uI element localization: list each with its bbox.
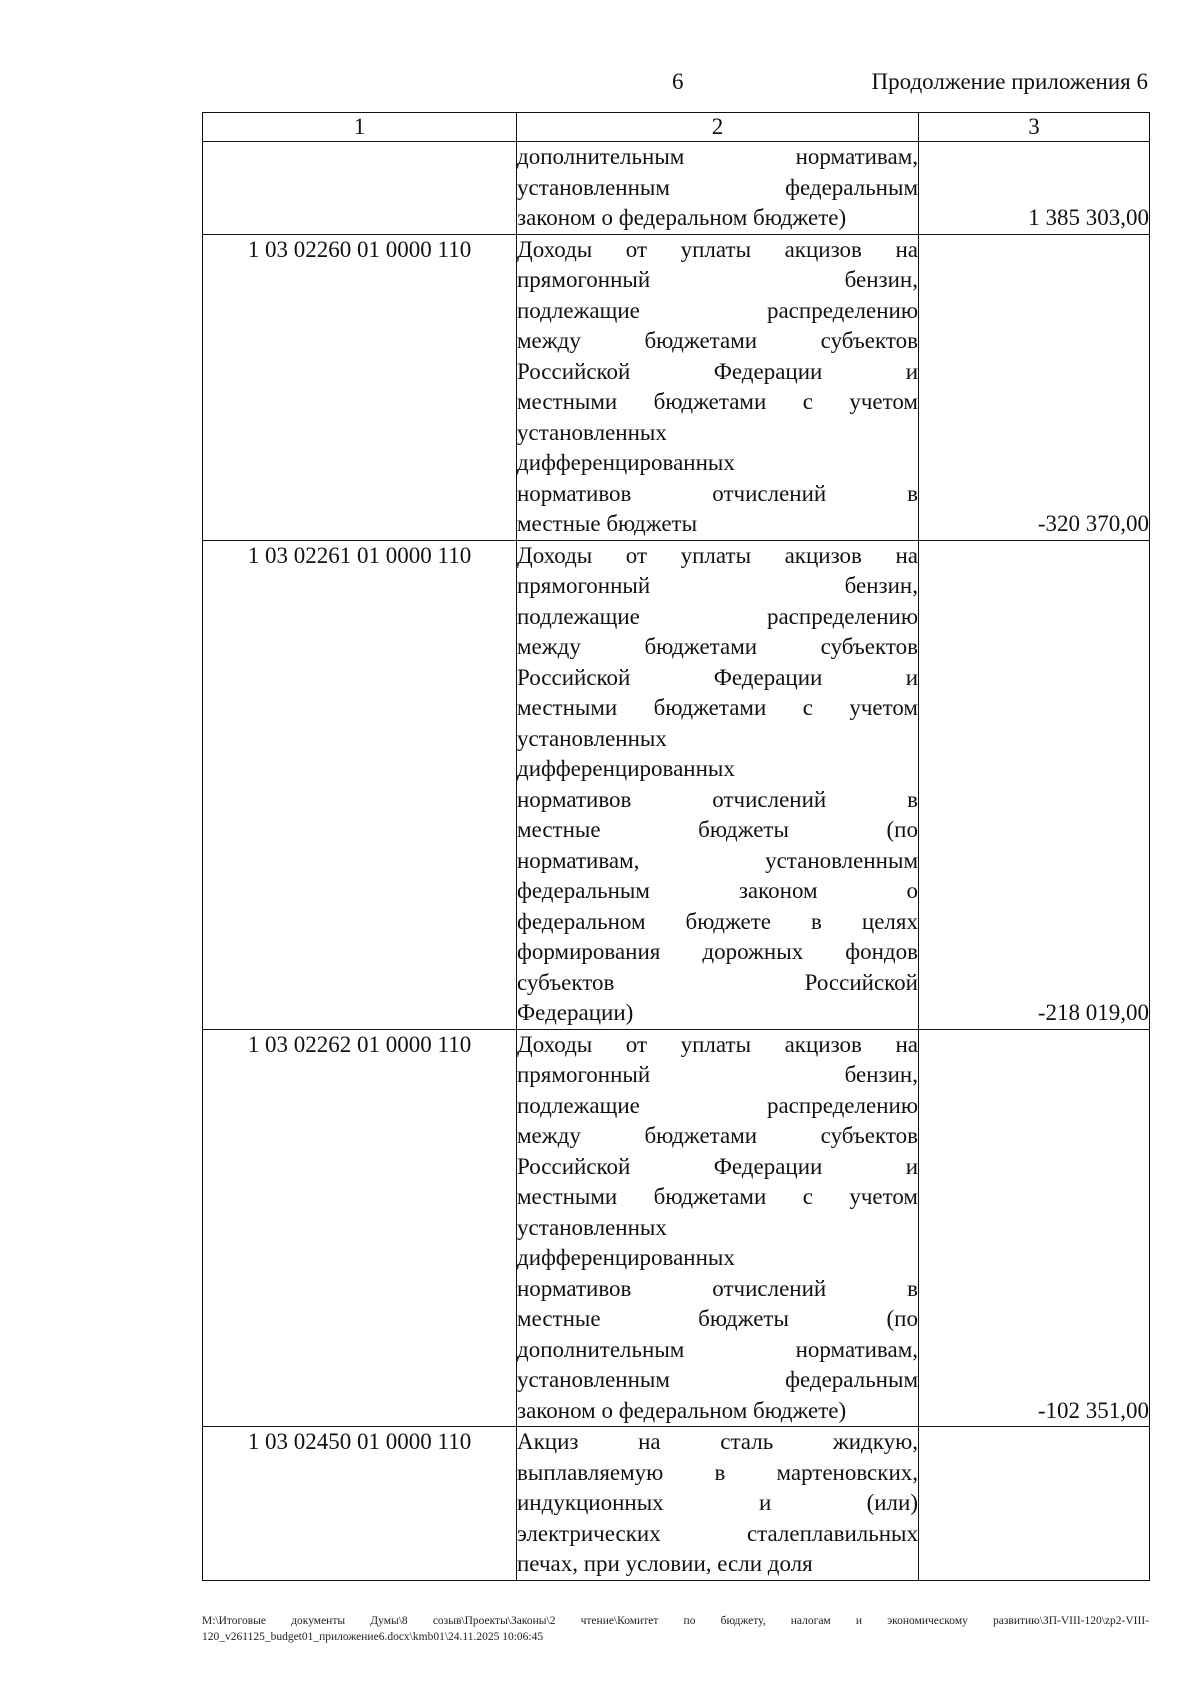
description-line: Российской Федерации и: [517, 664, 918, 690]
description-line: подлежащие распределению: [517, 603, 918, 629]
table-row: [203, 234, 1150, 540]
description-line: законом о федеральном бюджете): [517, 205, 847, 230]
description-line: Акциз на сталь жидкую,: [517, 1429, 918, 1454]
budget-code-cell: 1 03 02450 01 0000 110: [203, 1427, 517, 1581]
description-line: нормативов отчислений в: [517, 480, 918, 506]
footer-path-line-1: М:\Итоговые документы Думы\8 созыв\Проекты\Законы\2 чтение\Комитет по бюджету, налогам и экономическому развитию\ЗП-VIII-120\zp2-VIII-: [202, 1615, 1149, 1627]
description-line: выплавляемую в мартеновских,: [517, 1459, 918, 1485]
description-line: федеральном бюджете в целях: [517, 908, 918, 934]
description-line: Доходы от уплаты акцизов на: [517, 542, 918, 568]
description-line: установленным федеральным: [517, 174, 918, 200]
description-line: федеральным законом о: [517, 878, 918, 903]
table-header-row: [203, 113, 1150, 142]
description-line: местными бюджетами с учетом: [517, 1184, 918, 1209]
description-cell: [517, 234, 919, 540]
description-line: установленным федеральным: [517, 1367, 918, 1392]
description-cell: [517, 1427, 919, 1581]
description-line: индукционных и (или): [517, 1490, 918, 1515]
table-row: [203, 1029, 1150, 1427]
description-line: субъектов Российской: [517, 969, 918, 995]
description-line: Российской Федерации и: [517, 358, 918, 384]
document-path-footer: [202, 1613, 1149, 1645]
description-line: установленных: [517, 725, 667, 751]
amount-cell: [919, 1427, 1150, 1581]
description-line: дифференцированных: [517, 1245, 735, 1270]
description-line: формирования дорожных фондов: [517, 939, 918, 964]
column-header-code: 1: [203, 113, 517, 142]
footer-path-line-2: 120_v261125_budget01_приложение6.docx\kmb01\24.11.2025 10:06:45: [202, 1631, 544, 1643]
table-row: [203, 1427, 1150, 1581]
description-line: подлежащие распределению: [517, 1092, 918, 1118]
description-line: местные бюджеты (по: [517, 1306, 918, 1331]
description-line: дифференцированных: [517, 450, 735, 475]
description-line: между бюджетами субъектов: [517, 1123, 918, 1148]
budget-table: [202, 112, 1150, 1581]
column-header-amount: 3: [919, 113, 1150, 142]
description-line: подлежащие распределению: [517, 297, 918, 323]
amount-cell: -218 019,00: [919, 540, 1150, 1029]
description-line: прямогонный бензин,: [517, 1062, 918, 1087]
table-body: [203, 142, 1150, 1581]
description-line: Доходы от уплаты акцизов на: [517, 1031, 918, 1057]
description-cell: [517, 142, 919, 235]
description-cell: [517, 1029, 919, 1427]
description-line: местными бюджетами с учетом: [517, 389, 918, 414]
description-line: нормативов отчислений в: [517, 1275, 918, 1301]
description-line: местными бюджетами с учетом: [517, 695, 918, 720]
budget-code-cell: [203, 142, 517, 235]
description-line: нормативов отчислений в: [517, 786, 918, 812]
budget-code-cell: 1 03 02261 01 0000 110: [203, 540, 517, 1029]
description-line: установленных: [517, 419, 667, 445]
amount-cell: -320 370,00: [919, 234, 1150, 540]
description-line: местные бюджеты: [517, 511, 698, 536]
description-line: печах, при условии, если доля: [517, 1551, 813, 1576]
description-cell: [517, 540, 919, 1029]
description-line: законом о федеральном бюджете): [517, 1397, 847, 1423]
description-line: между бюджетами субъектов: [517, 328, 918, 353]
column-header-description: 2: [517, 113, 919, 142]
description-line: дополнительным нормативам,: [517, 144, 918, 169]
page-number: 6: [672, 69, 684, 94]
description-line: установленных: [517, 1214, 667, 1240]
description-line: Федерации): [517, 1000, 634, 1025]
appendix-continuation-title: Продолжение приложения 6: [871, 69, 1148, 94]
budget-code-cell: 1 03 02262 01 0000 110: [203, 1029, 517, 1427]
table-row: [203, 142, 1150, 235]
description-line: нормативам, установленным: [517, 847, 918, 873]
description-line: Доходы от уплаты акцизов на: [517, 236, 918, 262]
table-row: [203, 540, 1150, 1029]
description-line: дифференцированных: [517, 756, 735, 781]
description-line: электрических сталеплавильных: [517, 1520, 918, 1546]
description-line: дополнительным нормативам,: [517, 1336, 918, 1362]
description-line: прямогонный бензин,: [517, 267, 918, 292]
amount-cell: -102 351,00: [919, 1029, 1150, 1427]
description-line: между бюджетами субъектов: [517, 634, 918, 659]
description-line: прямогонный бензин,: [517, 573, 918, 598]
description-line: Российской Федерации и: [517, 1153, 918, 1179]
description-line: местные бюджеты (по: [517, 817, 918, 842]
amount-cell: 1 385 303,00: [919, 142, 1150, 235]
budget-code-cell: 1 03 02260 01 0000 110: [203, 234, 517, 540]
